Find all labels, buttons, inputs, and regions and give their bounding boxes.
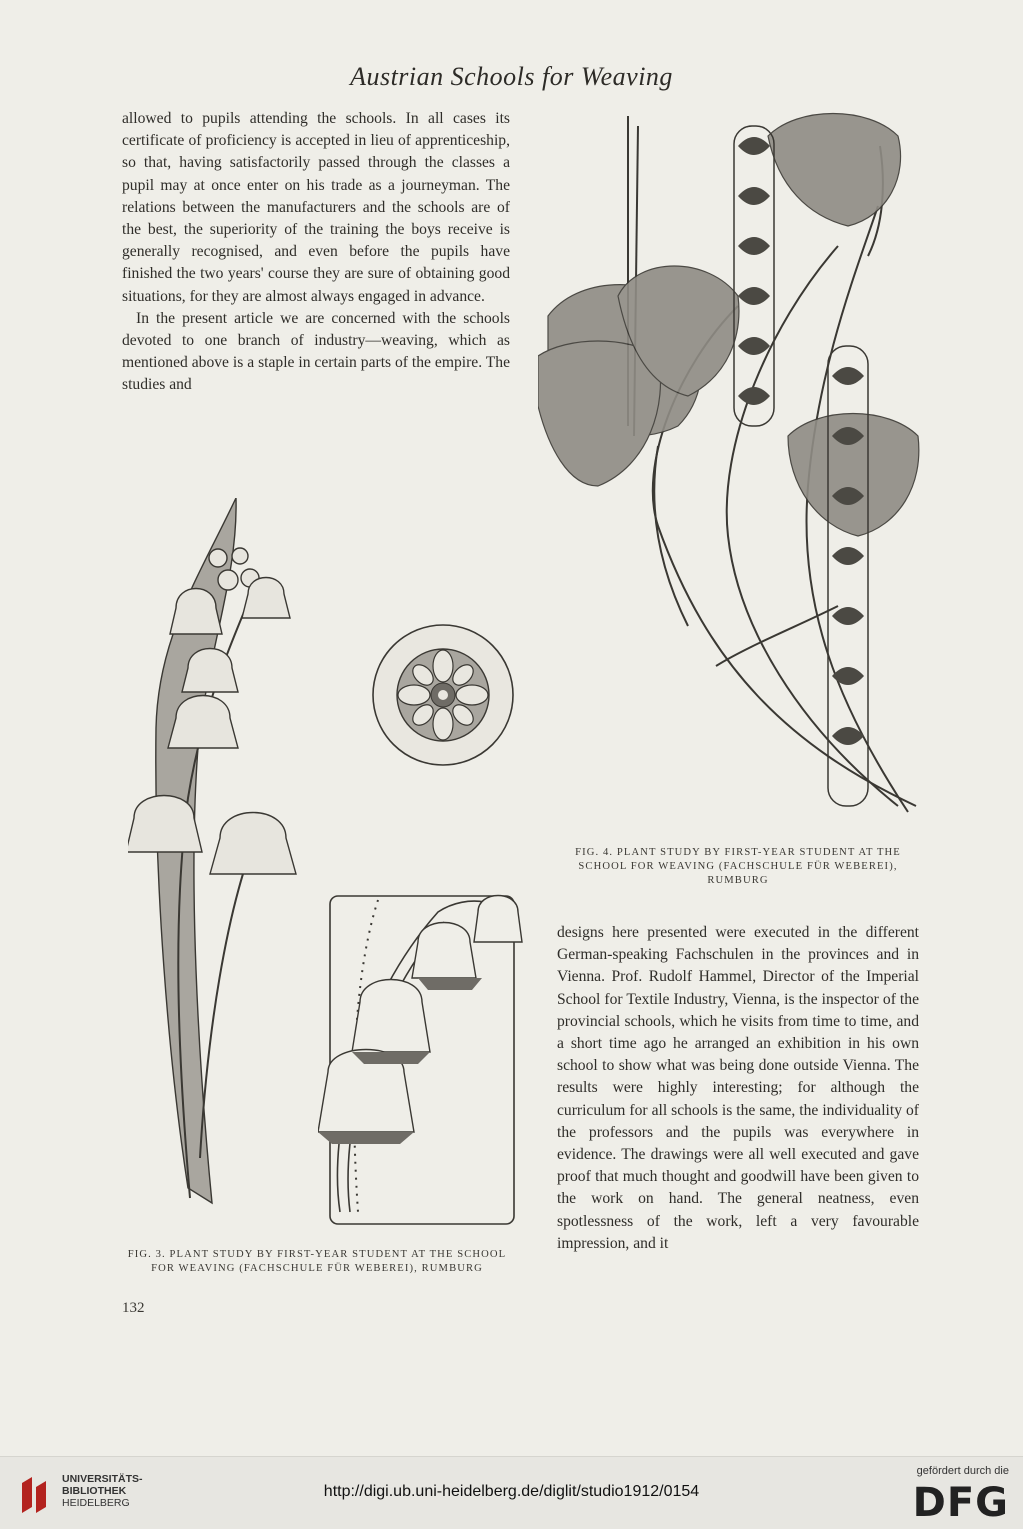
figure-4-plant-study xyxy=(538,106,924,822)
paragraph: In the present article we are concerned with the schools devoted to one branch of industry—weaving, which as mentioned above is a staple in certain parts of the empire. The studies and xyxy=(122,309,510,394)
digitization-footer xyxy=(0,1456,1023,1529)
figure-3-plant-study xyxy=(128,498,308,1213)
source-url-link[interactable]: http://digi.ub.uni-heidelberg.de/diglit/studio1912/0154 xyxy=(323,1483,700,1500)
figure-4-caption: FIG. 4. PLANT STUDY BY FIRST-YEAR STUDENT AT THE SCHOOL FOR WEAVING (FACHSCHULE FÜR WEBEREI), RUMBURG xyxy=(575,847,901,886)
library-name: UNIVERSITÄTS- BIBLIOTHEK HEIDELBERG xyxy=(62,1473,143,1509)
paragraph: designs here presented were executed in the different German-speaking Fachschulen in the provinces and in Vienna. Prof. Rudolf Hammel, Director of the Imperial School for Textile Industry, Vienna, is the inspector of the provincial schools, which he visits from time to time, and a short time ago he arranged an exhibition in his own school to show what was being done outside Vienna. The results were highly interesting; for although the curriculum for all schools is the same, the individuality of the professors and the pupils was everywhere in evidence. The drawings were all well executed and gave proof that much thought and goodwill have been given to the work on hand. The general neatness, even spotlessness of the work, left a very favourable impression, and it xyxy=(557,924,919,1252)
framed-tile-design xyxy=(318,882,526,1228)
dfg-logo: DFG xyxy=(912,1480,1009,1526)
figure-3-caption: FIG. 3. PLANT STUDY BY FIRST-YEAR STUDENT AT THE SCHOOL FOR WEAVING (FACHSCHULE FÜR WEBEREI), RUMBURG xyxy=(127,1249,507,1274)
funding-credit xyxy=(912,1465,1009,1526)
paragraph: allowed to pupils attending the schools. In all cases its certificate of proficiency is accepted in lieu of apprenticeship, so that, having satisfactorily passed through the classes a pupil may at once enter on his trade as a journeyman. The relations between the manufacturers and the schools are of the best, the superiority of the training the boys receive is generally recognised, and even before the pupils have finished the two years' course they are sure of obtaining good situations, for they are almost always engaged in advance. xyxy=(122,110,510,305)
rosette-ornament xyxy=(366,616,520,774)
right-text-column xyxy=(557,922,919,1255)
funding-note: gefördert durch die xyxy=(916,1465,1009,1477)
left-text-column xyxy=(122,108,510,397)
page-number: 132 xyxy=(122,1300,145,1316)
running-head: Austrian Schools for Weaving xyxy=(350,62,673,91)
